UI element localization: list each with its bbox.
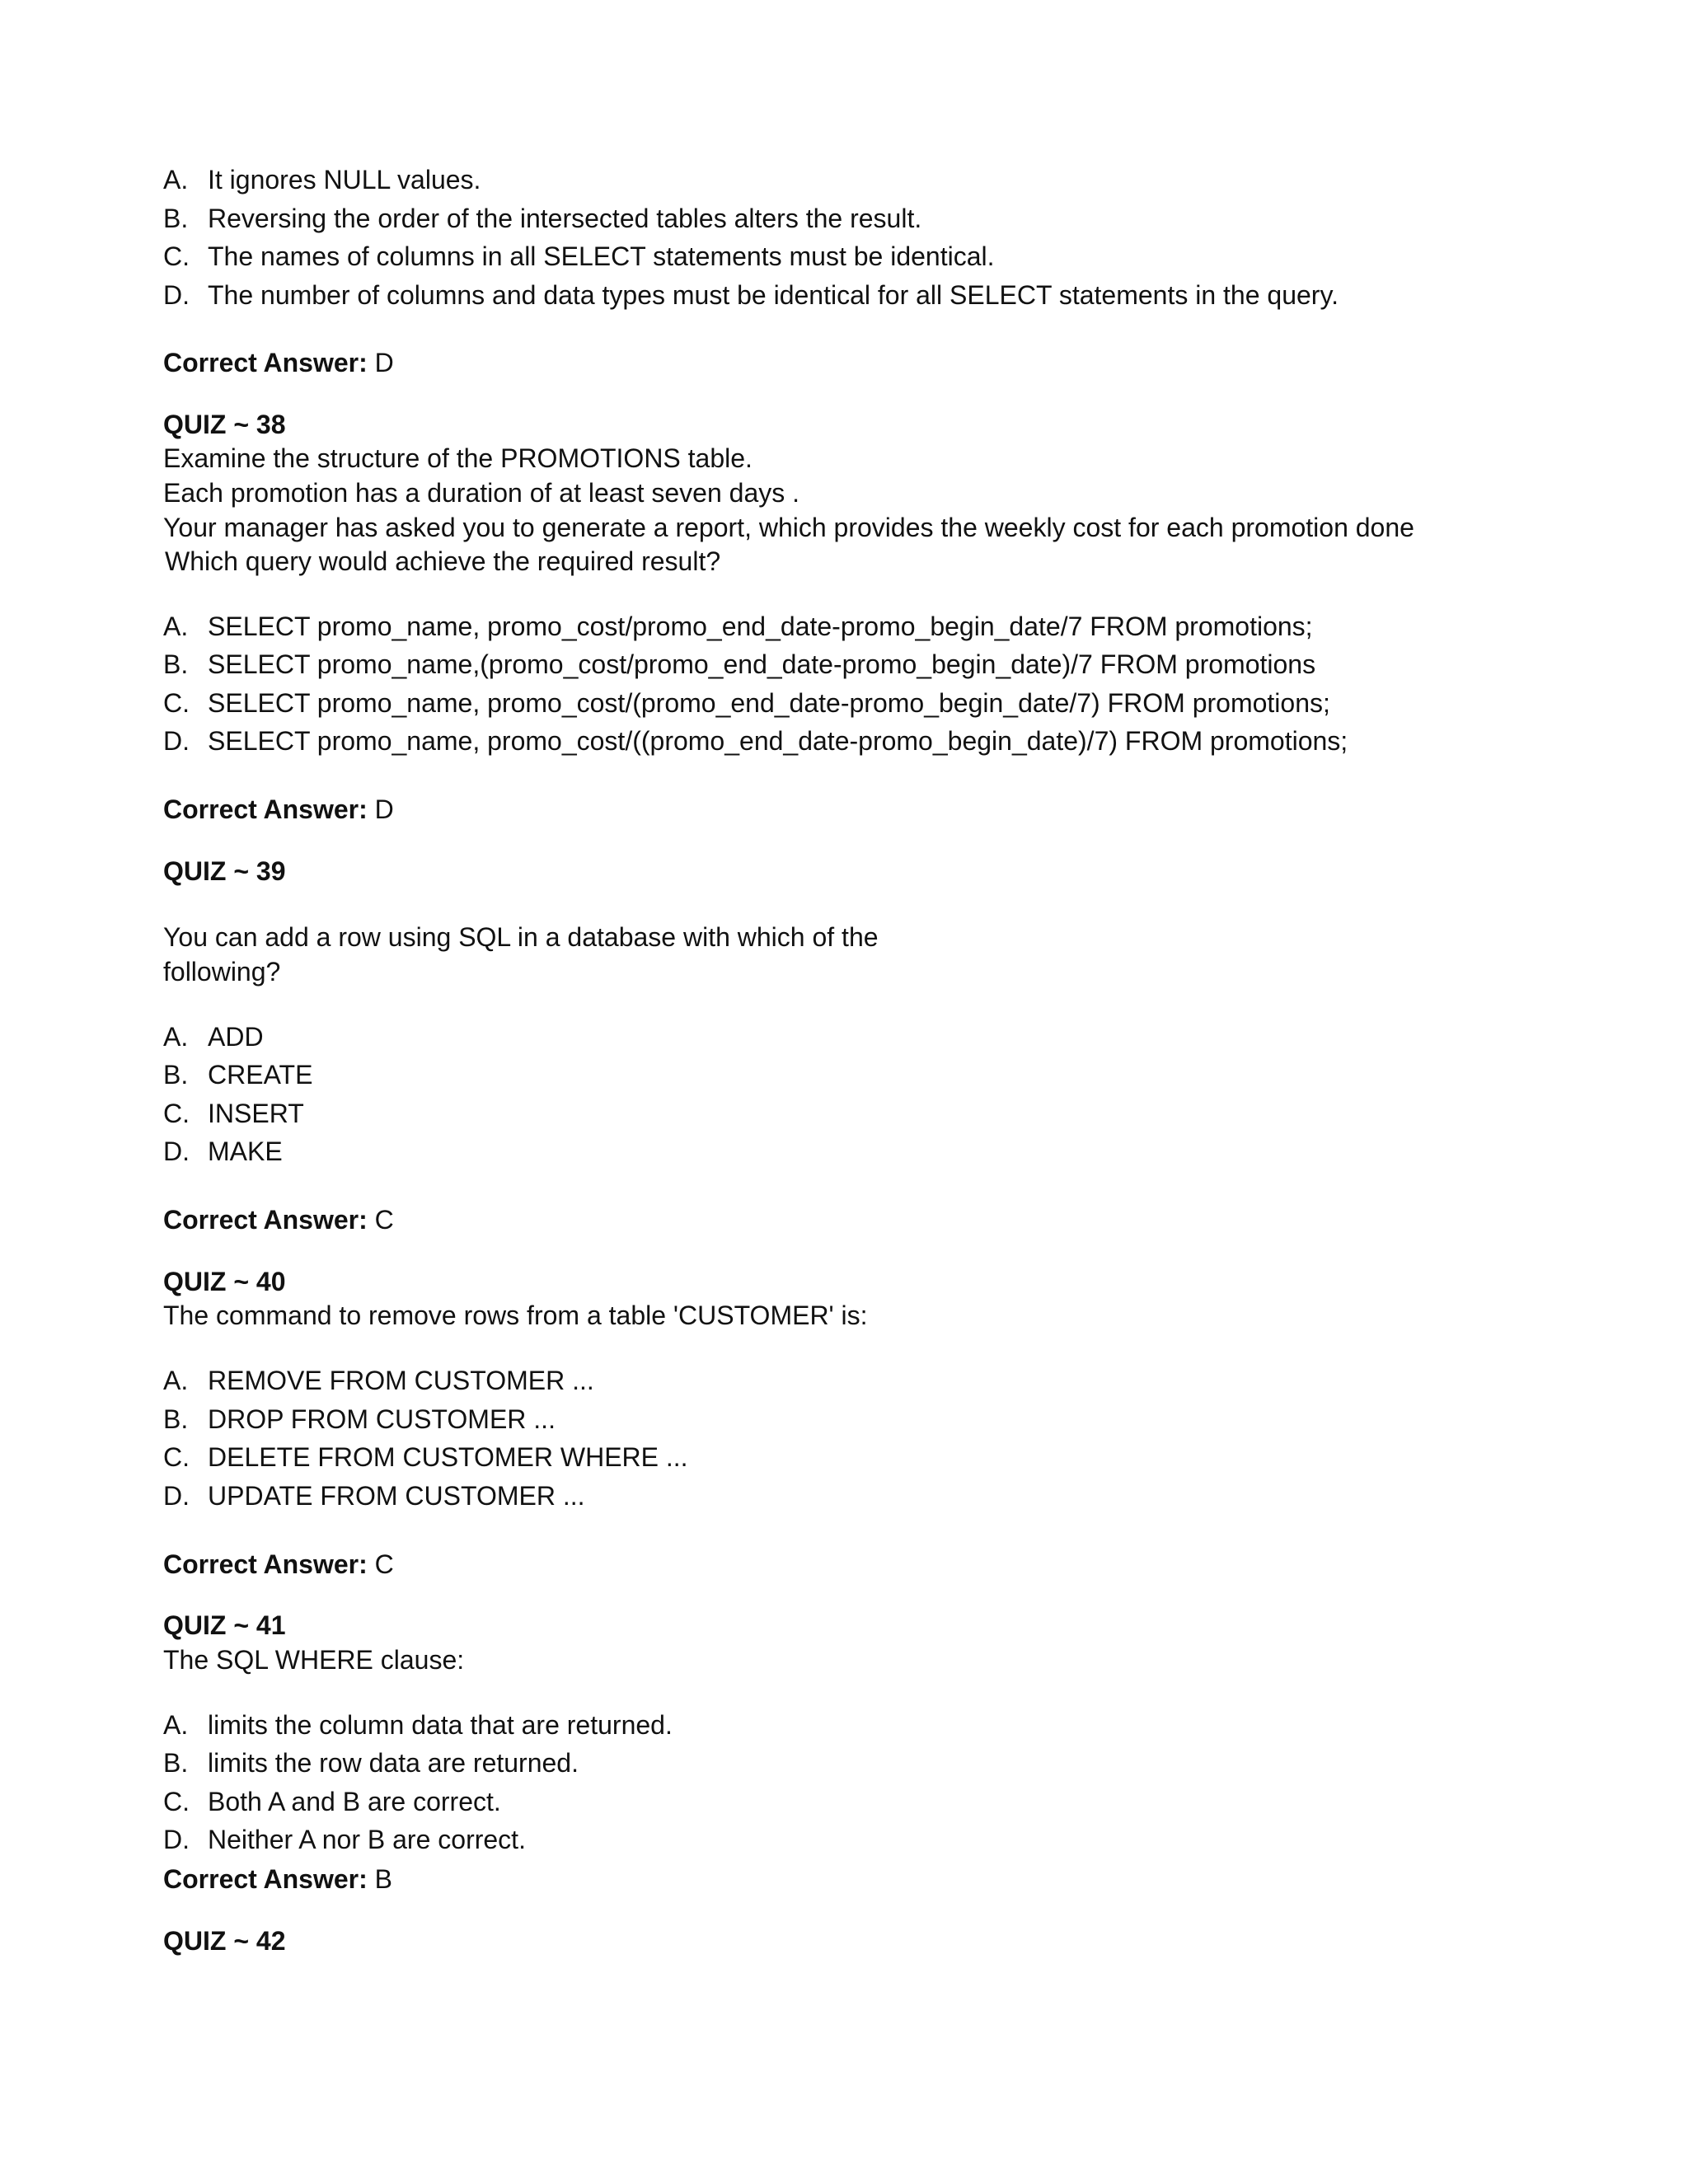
option-text: Neither A nor B are correct. bbox=[208, 1825, 526, 1854]
answer-label: Correct Answer: bbox=[163, 1864, 368, 1894]
option-letter: A. bbox=[163, 1366, 189, 1395]
option-b bbox=[163, 202, 921, 235]
quiz-heading: QUIZ ~ 42 bbox=[163, 1926, 286, 1956]
option-text: The names of columns in all SELECT statements must be identical. bbox=[208, 241, 995, 271]
question-line: The command to remove rows from a table 'CUSTOMER' is: bbox=[163, 1301, 868, 1330]
option-letter: C. bbox=[163, 1442, 190, 1472]
option-text: Reversing the order of the intersected tables alters the result. bbox=[208, 204, 922, 233]
option-letter: D. bbox=[163, 726, 190, 756]
option-b bbox=[163, 1058, 312, 1091]
option-text: Both A and B are correct. bbox=[208, 1787, 501, 1816]
option-c bbox=[163, 1097, 304, 1130]
option-a bbox=[163, 610, 1313, 643]
option-text: limits the column data that are returned. bbox=[208, 1710, 673, 1740]
option-letter: D. bbox=[163, 280, 190, 310]
option-text: DROP FROM CUSTOMER ... bbox=[208, 1404, 556, 1434]
option-text: INSERT bbox=[208, 1099, 304, 1128]
option-letter: A. bbox=[163, 165, 189, 194]
correct-answer bbox=[163, 793, 394, 826]
option-d bbox=[163, 724, 1348, 757]
quiz-heading: QUIZ ~ 40 bbox=[163, 1267, 286, 1296]
option-letter: C. bbox=[163, 688, 190, 718]
answer-value: D bbox=[374, 794, 394, 824]
question-line: The SQL WHERE clause: bbox=[163, 1645, 465, 1675]
option-d bbox=[163, 1479, 585, 1512]
option-letter: D. bbox=[163, 1137, 190, 1166]
option-d bbox=[163, 279, 1339, 312]
option-text: The number of columns and data types must be identical for all SELECT statements in the query. bbox=[208, 280, 1339, 310]
option-text: SELECT promo_name, promo_cost/((promo_end_date-promo_begin_date)/7) FROM promotions; bbox=[208, 726, 1348, 756]
correct-answer bbox=[163, 346, 394, 379]
quiz-heading: QUIZ ~ 39 bbox=[163, 856, 286, 886]
option-text: It ignores NULL values. bbox=[208, 165, 481, 194]
option-letter: C. bbox=[163, 241, 190, 271]
option-text: REMOVE FROM CUSTOMER ... bbox=[208, 1366, 594, 1395]
option-c bbox=[163, 1785, 501, 1818]
question-line: following? bbox=[163, 957, 281, 987]
answer-value: D bbox=[374, 348, 394, 377]
option-b bbox=[163, 1403, 556, 1436]
option-letter: A. bbox=[163, 612, 189, 641]
option-text: SELECT promo_name, promo_cost/(promo_end_date-promo_begin_date/7) FROM promotions; bbox=[208, 688, 1330, 718]
question-line: Which query would achieve the required result? bbox=[165, 546, 721, 576]
question-line: Your manager has asked you to generate a report, which provides the weekly cost for each promotion done bbox=[163, 513, 1414, 542]
option-d bbox=[163, 1135, 283, 1168]
option-letter: B. bbox=[163, 649, 189, 679]
answer-label: Correct Answer: bbox=[163, 1205, 368, 1235]
option-letter: B. bbox=[163, 1748, 189, 1778]
option-a bbox=[163, 1020, 264, 1053]
option-a bbox=[163, 163, 481, 196]
correct-answer bbox=[163, 1863, 392, 1896]
option-text: MAKE bbox=[208, 1137, 283, 1166]
answer-label: Correct Answer: bbox=[163, 1549, 368, 1579]
option-text: UPDATE FROM CUSTOMER ... bbox=[208, 1481, 585, 1511]
option-letter: A. bbox=[163, 1710, 189, 1740]
option-c bbox=[163, 687, 1330, 719]
option-c bbox=[163, 240, 995, 273]
answer-value: B bbox=[374, 1864, 392, 1894]
question-line: Examine the structure of the PROMOTIONS table. bbox=[163, 443, 753, 473]
option-text: ADD bbox=[208, 1022, 264, 1052]
answer-label: Correct Answer: bbox=[163, 794, 368, 824]
option-text: CREATE bbox=[208, 1060, 313, 1090]
option-d bbox=[163, 1823, 526, 1856]
answer-label: Correct Answer: bbox=[163, 348, 368, 377]
correct-answer bbox=[163, 1548, 394, 1581]
option-letter: B. bbox=[163, 1404, 189, 1434]
option-a bbox=[163, 1708, 673, 1741]
question-line: Each promotion has a duration of at least seven days . bbox=[163, 478, 800, 508]
quiz-heading: QUIZ ~ 38 bbox=[163, 410, 286, 439]
option-letter: D. bbox=[163, 1825, 190, 1854]
quiz-heading: QUIZ ~ 41 bbox=[163, 1610, 286, 1640]
option-letter: D. bbox=[163, 1481, 190, 1511]
option-letter: C. bbox=[163, 1099, 190, 1128]
option-letter: A. bbox=[163, 1022, 189, 1052]
option-c bbox=[163, 1441, 688, 1474]
option-text: DELETE FROM CUSTOMER WHERE ... bbox=[208, 1442, 688, 1472]
option-b bbox=[163, 1746, 579, 1779]
answer-value: C bbox=[374, 1549, 394, 1579]
option-letter: B. bbox=[163, 1060, 189, 1090]
option-text: SELECT promo_name,(promo_cost/promo_end_date-promo_begin_date)/7 FROM promotions bbox=[208, 649, 1316, 679]
answer-value: C bbox=[374, 1205, 394, 1235]
option-text: limits the row data are returned. bbox=[208, 1748, 579, 1778]
option-letter: B. bbox=[163, 204, 189, 233]
option-letter: C. bbox=[163, 1787, 190, 1816]
option-text: SELECT promo_name, promo_cost/promo_end_date-promo_begin_date/7 FROM promotions; bbox=[208, 612, 1313, 641]
option-b bbox=[163, 648, 1315, 681]
option-a bbox=[163, 1364, 594, 1397]
question-line: You can add a row using SQL in a database with which of the bbox=[163, 922, 879, 952]
correct-answer bbox=[163, 1203, 394, 1236]
